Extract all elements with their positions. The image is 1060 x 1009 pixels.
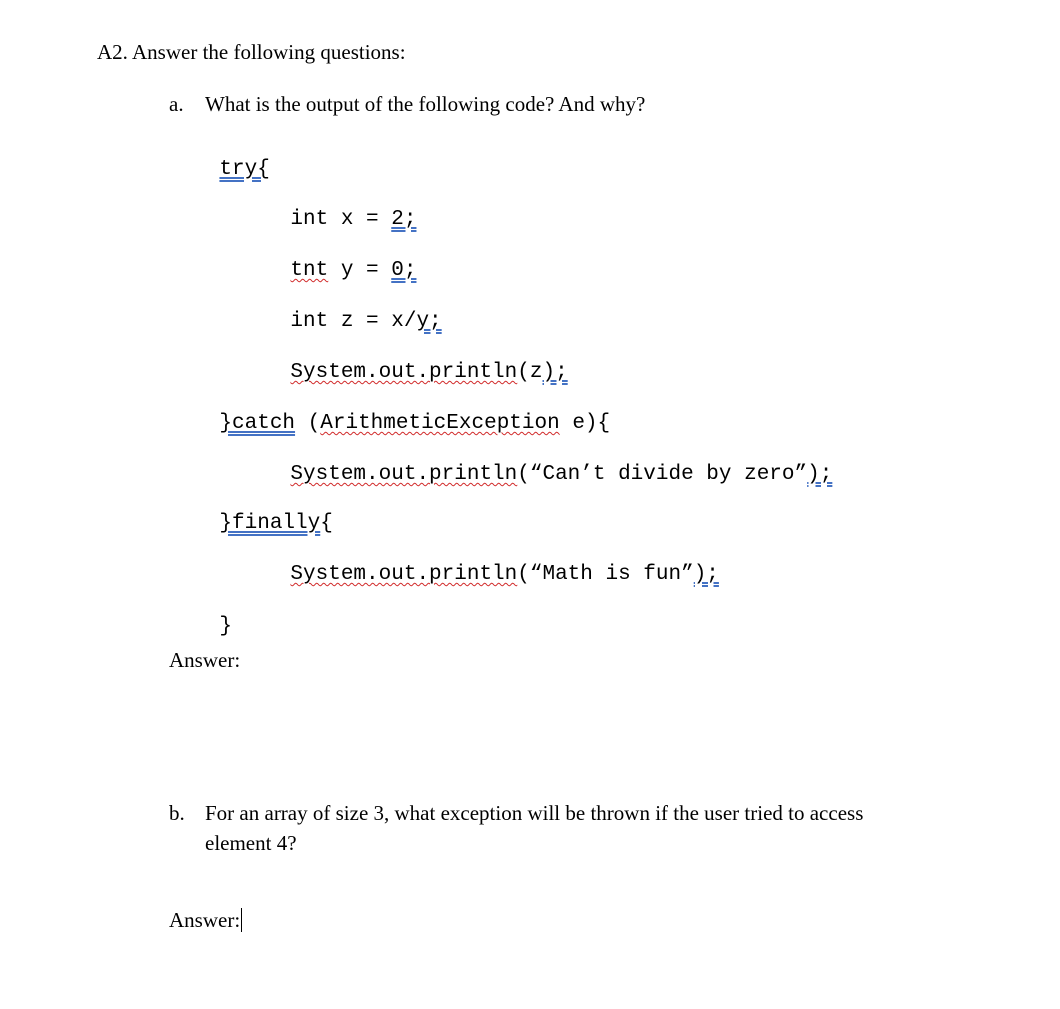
code-print-zero-arg: (“Can’t divide by zero” bbox=[517, 463, 808, 486]
code-tnt-kw: tnt bbox=[290, 259, 329, 282]
question-a-marker: a. bbox=[169, 92, 184, 116]
code-int-z-val: y; bbox=[416, 310, 442, 333]
code-try-open: try{ bbox=[219, 158, 270, 181]
code-catch-paren: ( bbox=[295, 412, 321, 435]
code-tnt-val: 0; bbox=[391, 259, 417, 282]
code-line-print-fun bbox=[240, 543, 719, 606]
code-finally-brace: { bbox=[320, 512, 333, 535]
question-a-text: What is the output of the following code? And why? bbox=[205, 92, 646, 116]
answer-a-label: Answer: bbox=[169, 648, 241, 672]
answer-b-field[interactable] bbox=[169, 908, 242, 932]
code-int-z-kw: int z = x/ bbox=[290, 310, 417, 333]
code-print-fun-call: System.out.println bbox=[290, 563, 518, 586]
answer-b-label: Answer: bbox=[169, 908, 241, 932]
code-print-zero-end: ); bbox=[807, 463, 833, 486]
code-print-zero-call: System.out.println bbox=[290, 463, 518, 486]
question-b-text-line2: element 4? bbox=[205, 831, 297, 855]
code-print-fun-arg: (“Math is fun” bbox=[517, 563, 694, 586]
text-cursor bbox=[241, 908, 242, 932]
section-heading: A2. Answer the following questions: bbox=[97, 40, 406, 64]
code-catch-type: ArithmeticException bbox=[320, 412, 560, 435]
code-catch-rest: e){ bbox=[559, 412, 611, 435]
code-close-brace: } bbox=[219, 615, 233, 638]
code-finally-open: }finally bbox=[219, 512, 321, 535]
code-int-x-kw: int x = bbox=[290, 208, 392, 231]
code-print-z-arg: (z bbox=[517, 361, 543, 384]
code-print-z-end: ); bbox=[542, 361, 568, 384]
code-catch-open: }catch bbox=[219, 412, 296, 435]
question-b-text-line1: For an array of size 3, what exception will be thrown if the user tried to access bbox=[205, 801, 864, 825]
code-print-z-call: System.out.println bbox=[290, 361, 518, 384]
question-b-marker: b. bbox=[169, 801, 185, 825]
code-int-x-val: 2; bbox=[391, 208, 417, 231]
code-tnt-mid: y = bbox=[328, 259, 392, 282]
code-print-fun-end: ); bbox=[693, 563, 719, 586]
